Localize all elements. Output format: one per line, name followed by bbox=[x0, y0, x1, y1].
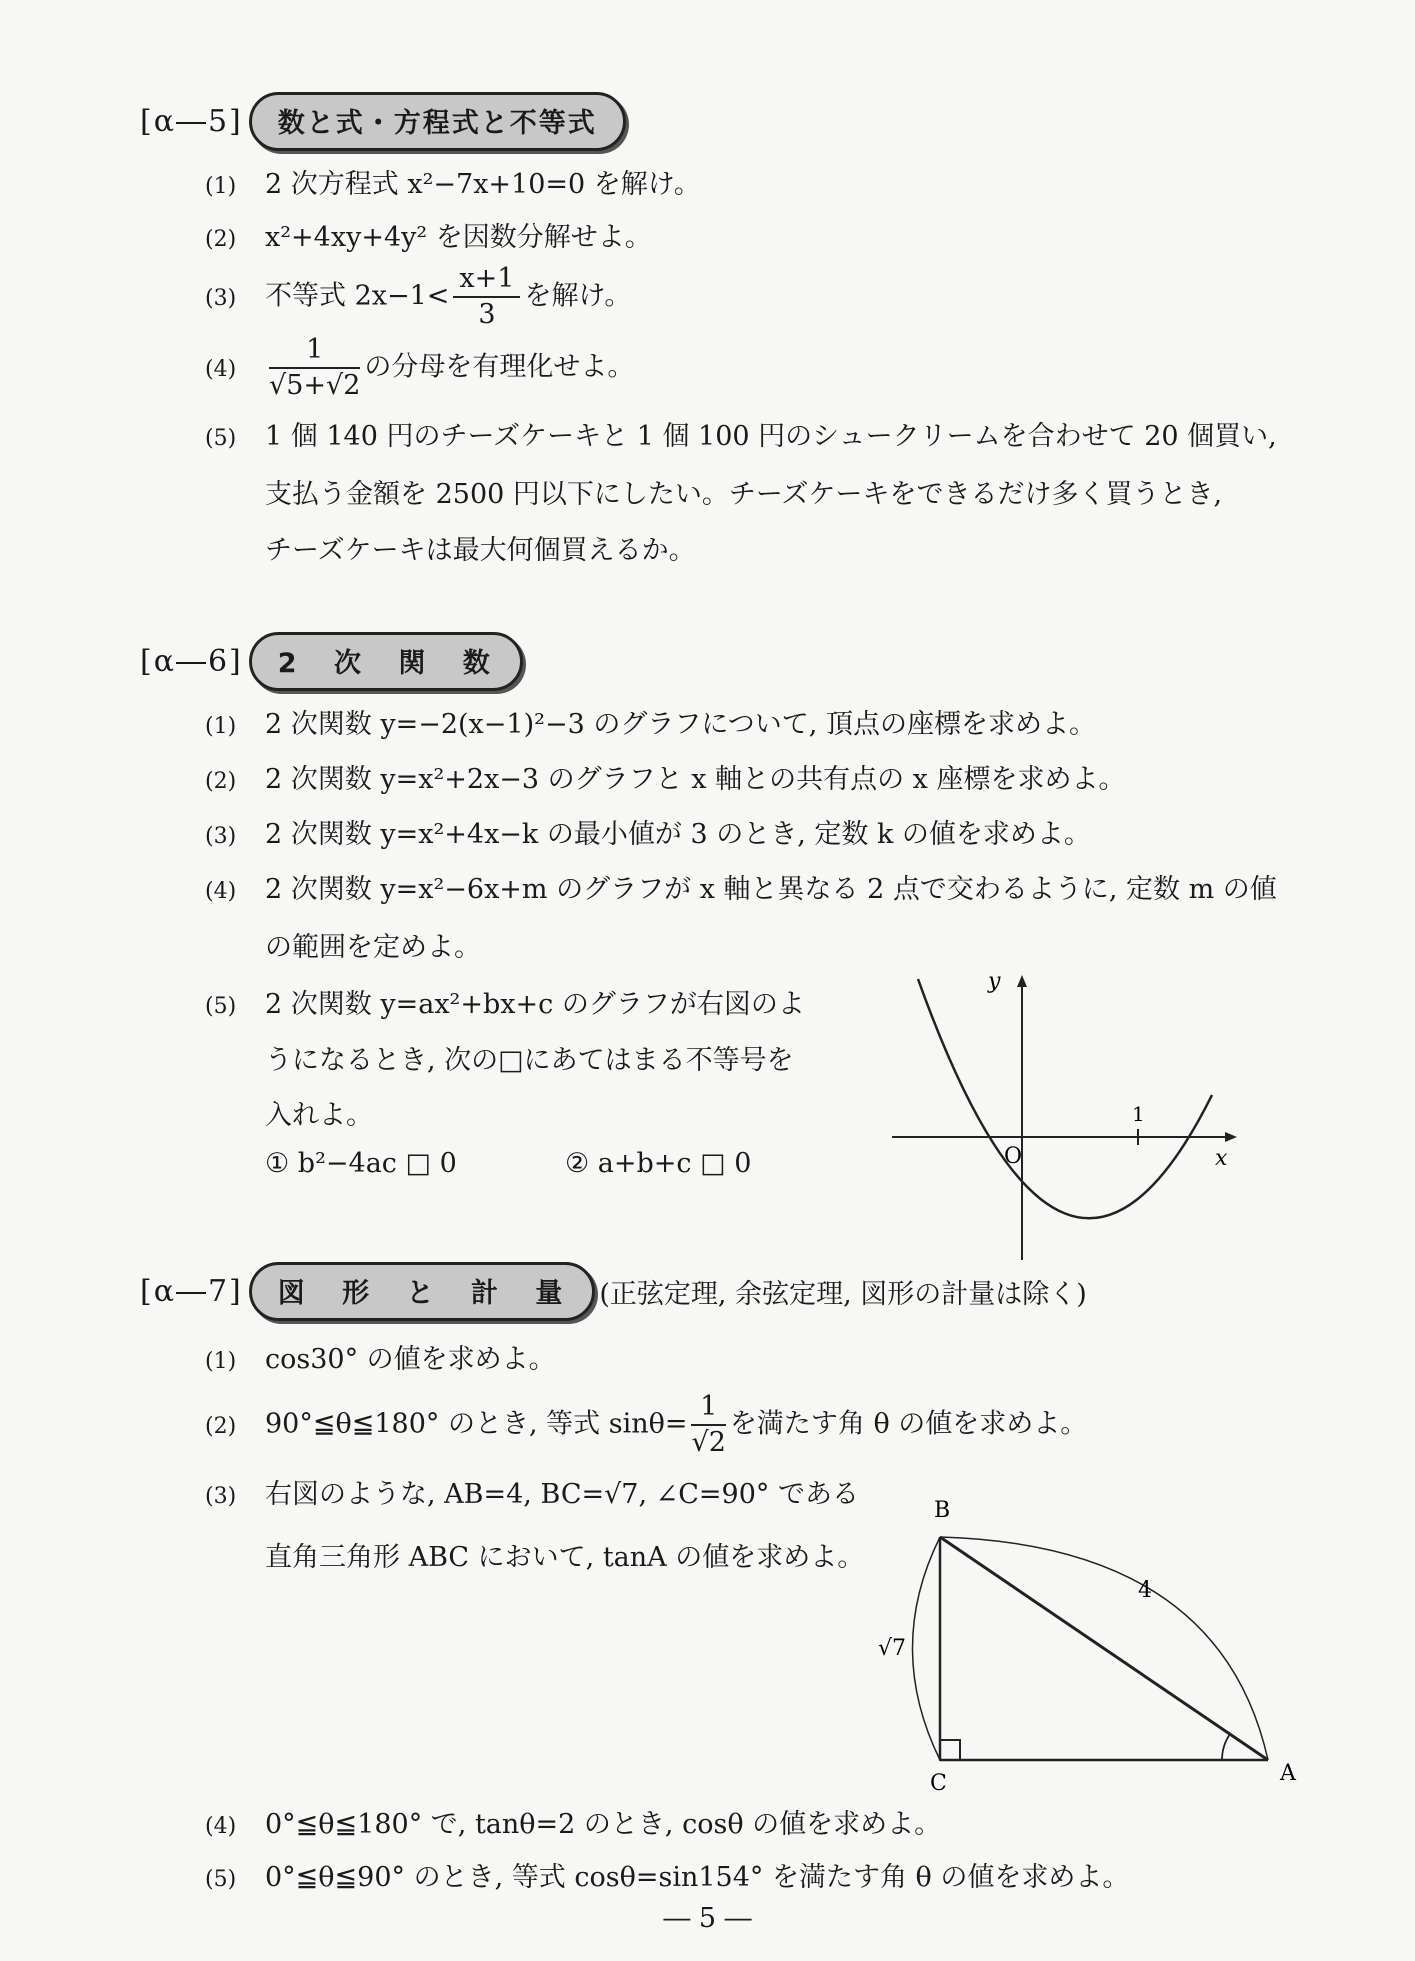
fraction: $\frac{x+1}{3}$ bbox=[453, 262, 520, 332]
a7-q1: (1) cos30° の値を求めよ。 bbox=[205, 1344, 556, 1375]
section-a7-title: 図 形 と 計 量 bbox=[249, 1262, 596, 1321]
bc-length-label: √7 bbox=[878, 1636, 907, 1661]
a7-q5: (5) 0°≦θ≦90° のとき, 等式 cosθ=sin154° を満たす角 θ の値を求めよ。 bbox=[205, 1862, 1130, 1893]
a6-q5-sub2: ② a+b+c □ 0 bbox=[565, 1148, 752, 1179]
a6-q5-line3: 入れよ。 bbox=[265, 1100, 373, 1131]
section-a6-number: [α―6] bbox=[140, 644, 243, 679]
triangle-figure bbox=[860, 1490, 1320, 1830]
section-a5-title: 数と式・方程式と不等式 bbox=[249, 92, 626, 151]
fraction: $\frac{1}{√2}$ bbox=[691, 1391, 726, 1458]
section-a6-title: 2 次 関 数 bbox=[249, 632, 523, 691]
a6-q1: (1) 2 次関数 y=−2(x−1)²−3 のグラフについて, 頂点の座標を求めよ。 bbox=[205, 709, 1096, 740]
section-a7-note: (正弦定理, 余弦定理, 図形の計量は除く) bbox=[599, 1279, 1087, 1310]
a7-q4: (4) 0°≦θ≦180° で, tanθ=2 のとき, cosθ の値を求めよ。 bbox=[205, 1809, 942, 1840]
fraction: $\frac{1}{√5+√2}$ bbox=[269, 334, 361, 401]
a5-q5-line3: チーズケーキは最大何個買えるか。 bbox=[265, 535, 696, 566]
a6-q2: (2) 2 次関数 y=x²+2x−3 のグラフと x 軸との共有点の x 座標を求めよ。 bbox=[205, 764, 1126, 795]
a5-q4: (4) $\frac{1}{√5+√2}$ の分母を有理化せよ。 bbox=[205, 334, 635, 401]
ab-length-label: 4 bbox=[1138, 1578, 1152, 1603]
vertex-b-label: B bbox=[934, 1498, 951, 1523]
right-angle-mark bbox=[940, 1740, 960, 1760]
a7-q3-line2: 直角三角形 ABC において, tanA の値を求めよ。 bbox=[265, 1542, 865, 1573]
a5-q2: (2) x²+4xy+4y² を因数分解せよ。 bbox=[205, 222, 652, 253]
tick-label-1: 1 bbox=[1132, 1102, 1145, 1126]
y-axis-arrow bbox=[1017, 975, 1027, 987]
vertex-c-label: C bbox=[930, 1771, 947, 1796]
x-axis-label: x bbox=[1215, 1146, 1228, 1171]
section-a5-number: [α―5] bbox=[140, 104, 243, 139]
a6-q5-line2: うになるとき, 次の□にあてはまる不等号を bbox=[265, 1045, 794, 1076]
a6-q4: (4) 2 次関数 y=x²−6x+m のグラフが x 軸と異なる 2 点で交わるように, 定数 m の値 bbox=[205, 874, 1277, 905]
section-a6-header bbox=[140, 632, 523, 691]
a6-q5: (5) 2 次関数 y=ax²+bx+c のグラフが右図のよ bbox=[205, 989, 805, 1020]
parabola-curve bbox=[918, 979, 1212, 1218]
bc-length-arc bbox=[913, 1537, 941, 1760]
parabola-graph bbox=[880, 965, 1240, 1265]
a5-q3: (3) 不等式 2x−1< $\frac{x+1}{3}$ を解け。 bbox=[205, 263, 632, 330]
side-ab bbox=[940, 1537, 1268, 1760]
origin-label: O bbox=[1004, 1144, 1023, 1169]
page-number: ― 5 ― bbox=[663, 1903, 752, 1934]
a7-q3: (3) 右図のような, AB=4, BC=√7, ∠C=90° である bbox=[205, 1479, 859, 1510]
section-a7-number: [α―7] bbox=[140, 1274, 243, 1309]
a7-q2: (2) 90°≦θ≦180° のとき, 等式 sinθ= $\frac{1}{√2}$ を満たす角 θ の値を求めよ。 bbox=[205, 1391, 1088, 1458]
a6-q3: (3) 2 次関数 y=x²+4x−k の最小値が 3 のとき, 定数 k の値を求めよ。 bbox=[205, 819, 1091, 850]
a5-q1: (1) 2 次方程式 x²−7x+10=0 を解け。 bbox=[205, 169, 701, 200]
y-axis-label: y bbox=[988, 969, 1001, 994]
a6-q4-line2: の範囲を定めよ。 bbox=[265, 932, 481, 963]
angle-a-arc bbox=[1222, 1734, 1230, 1760]
a5-q5-line2: 支払う金額を 2500 円以下にしたい。チーズケーキをできるだけ多く買うとき, bbox=[265, 479, 1223, 510]
a5-q5: (5) 1 個 140 円のチーズケーキと 1 個 100 円のシュークリームを合わせて 20 個買い, bbox=[205, 421, 1277, 452]
vertex-a-label: A bbox=[1280, 1761, 1296, 1786]
section-a5-header bbox=[140, 92, 626, 151]
section-a7-header bbox=[140, 1262, 1087, 1321]
a6-q5-sub1: ① b²−4ac □ 0 bbox=[265, 1148, 457, 1179]
x-axis-arrow bbox=[1225, 1132, 1237, 1142]
